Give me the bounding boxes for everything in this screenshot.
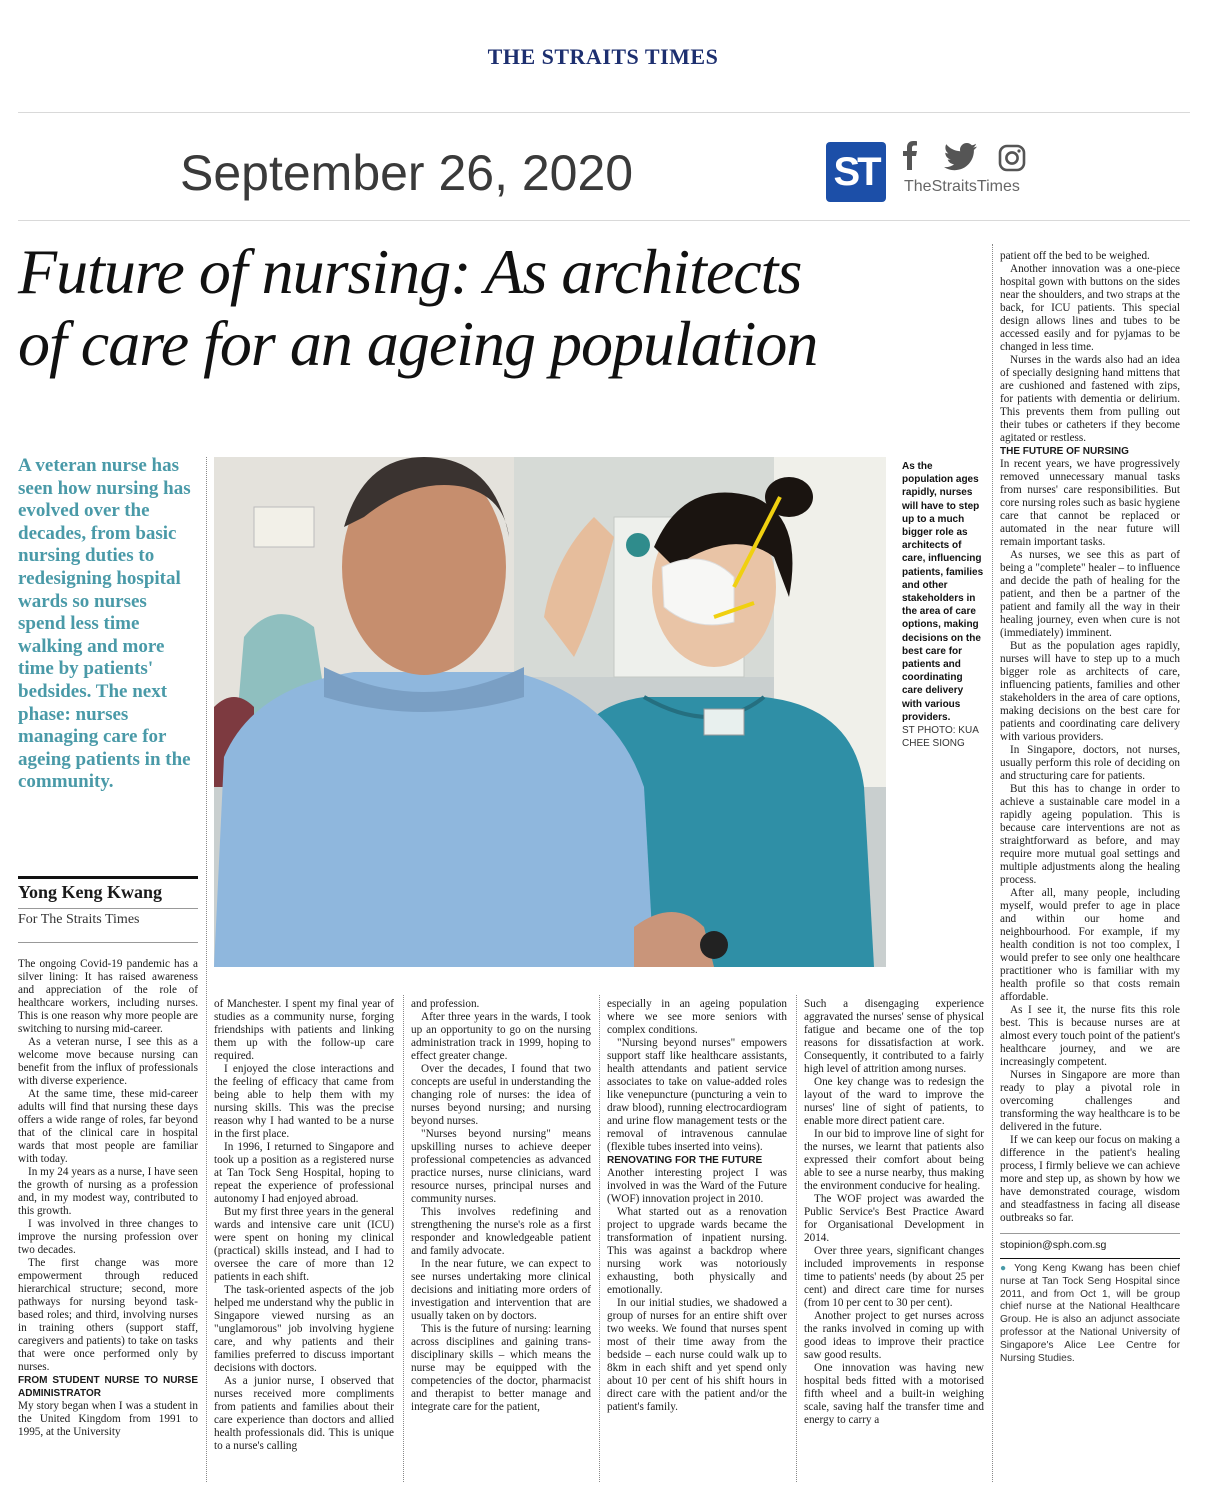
- paragraph: The WOF project was awarded the Public Service's Best Practice Award for Organisational Development in 2014.: [804, 1193, 984, 1244]
- paragraph: In our initial studies, we shadowed a group of nurses for an entire shift over two weeks. We found that nurses spent most of their time away from the bedside – each nurse could walk up to 8km in each shift and yet spend only about 10 per cent of his shift hours in direct care with the patient and/or the patient's family.: [607, 1297, 787, 1413]
- paragraph: I enjoyed the close interactions and the feeling of efficacy that came from being able to help them with my nursing skills. This was the precise reason why I had wanted to be a nurse in the first place.: [214, 1063, 394, 1140]
- contact-block: [1000, 1233, 1180, 1252]
- paragraph: In our bid to improve line of sight for the nurses, we learnt that patients also expressed their comfort about being able to see a nurse nearby, thus making the environment conducive for healing.: [804, 1128, 984, 1192]
- paragraph: As a junior nurse, I observed that nurses received more compliments from patients and families about their care experience than doctors and allied health professionals did. This is unique to a nurse's calling: [214, 1375, 394, 1452]
- paragraph: In 1996, I returned to Singapore and took up a position as a registered nurse at Tan Tock Seng Hospital, hoping to repeat the experience of professional autonomy I had enjoyed abroad.: [214, 1141, 394, 1205]
- social-handle[interactable]: TheStraitsTimes: [904, 178, 1020, 195]
- photo-caption: [902, 460, 984, 750]
- bullet-icon: ●: [1000, 1263, 1009, 1274]
- article-column-3: [411, 998, 591, 1490]
- paragraph: But this has to change in order to achieve a sustainable care model in a rapidly ageing population. This is because care interventions are not as straightforward as before, and may require more mutual goal settings and multiple adjustments along the healing process.: [1000, 783, 1180, 886]
- paragraph: In recent years, we have progressively removed unnecessary manual tasks from nurses' care responsibilities. But core nursing roles such as basic hygiene care that cannot be replaced or automated in the near future will remain important tasks.: [1000, 458, 1180, 548]
- paragraph: The ongoing Covid-19 pandemic has a silver lining: It has raised awareness and appreciation of the role of healthcare workers, including nurses. This is one reason why more people are switching to nursing mid-career.: [18, 958, 198, 1035]
- paragraph: This involves redefining and strengthening the nurse's role as a first responder and knowledgeable patient and family advocate.: [411, 1206, 591, 1257]
- paragraph: My story began when I was a student in the United Kingdom from 1991 to 1995, at the University: [18, 1400, 198, 1438]
- column-divider: [403, 995, 404, 1482]
- paragraph: "Nursing beyond nurses" empowers support staff like healthcare assistants, health attendants and patient service associates to take on value-added roles like venepuncture (puncturing a vein to draw blood), running electrocardiogram and urine flow management tests or the removal of intravenous cannulae (flexible tubes inserted into veins).: [607, 1037, 787, 1153]
- paragraph: Another project to get nurses across the ranks involved in coming up with good ideas to improve their practice saw good results.: [804, 1310, 984, 1361]
- header-divider: [18, 220, 1190, 221]
- issue-date: September 26, 2020: [180, 145, 634, 201]
- paragraph: Such a disengaging experience aggravated the nurses' sense of physical fatigue and became one of the top reasons for dissatisfaction at work. Consequently, it contributed to a fairly high level of attrition among nurses.: [804, 998, 984, 1075]
- byline-affiliation: For The Straits Times: [18, 912, 140, 927]
- paragraph: Over three years, significant changes included improvements in response time to patients' needs (by about 25 per cent) and direct care time for nurses (from 10 per cent to 30 per cent).: [804, 1245, 984, 1309]
- paragraph: One key change was to redesign the layout of the ward to improve the nurses' line of sight of patients, to enable more direct patient care.: [804, 1076, 984, 1127]
- column-divider: [206, 457, 207, 1482]
- subheading: RENOVATING FOR THE FUTURE: [607, 1155, 763, 1166]
- byline-rule: [18, 908, 198, 909]
- paragraph: The task-oriented aspects of the job helped me understand why the public in Singapore viewed nursing as an "unglamorous" job involving hygiene care, and why patients and their families preferred to discuss important decisions with doctors.: [214, 1284, 394, 1374]
- paragraph: After three years in the wards, I took up an opportunity to go on the nursing administration track in 1999, hoping to effect greater change.: [411, 1011, 591, 1062]
- headline-line-2: of care for an ageing population: [18, 308, 818, 379]
- paragraph: Over the decades, I found that two concepts are useful in understanding the changing role of nurses: the idea of nurses beyond nursing; and nursing beyond nurses.: [411, 1063, 591, 1127]
- paragraph: and profession.: [411, 998, 480, 1010]
- article-column-5: [804, 998, 984, 1490]
- paragraph: I was involved in three changes to improve the nursing profession over two decades.: [18, 1218, 198, 1256]
- paragraph: As I see it, the nurse fits this role best. This is because nurses are at almost every touch point of the patient's healthcare journey, and we are increasingly competent.: [1000, 1004, 1180, 1068]
- paragraph: especially in an ageing population where we see more seniors with complex conditions.: [607, 998, 787, 1036]
- column-divider: [599, 995, 600, 1482]
- instagram-icon[interactable]: [998, 144, 1026, 177]
- subheading: FROM STUDENT NURSE TO NURSE ADMINISTRATOR: [18, 1375, 198, 1399]
- paragraph: As a veteran nurse, I see this as a welcome move because nursing can benefit from the influx of professionals with diverse experience.: [18, 1036, 198, 1087]
- paragraph: patient off the bed to be weighed.: [1000, 250, 1150, 262]
- paragraph: In my 24 years as a nurse, I have seen the growth of nursing as a profession and, in my modest way, contributed to this growth.: [18, 1166, 198, 1217]
- column-divider: [796, 995, 797, 1482]
- article-column-2: [214, 998, 394, 1490]
- column-divider: [992, 244, 993, 1482]
- paragraph: The first change was more empowerment through reduced hierarchical structure; second, more pathways for nursing beyond task-based roles; and third, involving nurses in training others (support staff, caregivers and patients) to take on tasks that were once performed only by nurses.: [18, 1257, 198, 1373]
- contact-email[interactable]: stopinion@sph.com.sg: [1000, 1239, 1107, 1251]
- st-logo: ST: [826, 142, 886, 202]
- paragraph: What started out as a renovation project to upgrade wards became the transformation of inpatient nursing. This was against a backdrop where nursing work was notoriously exhausting, both physically and emotionally.: [607, 1206, 787, 1296]
- byline: Yong Keng Kwang: [18, 882, 163, 902]
- paragraph: of Manchester. I spent my final year of studies as a community nurse, forging friendships with patients and linking them up with the follow-up care required.: [214, 998, 394, 1062]
- paragraph: Nurses in Singapore are more than ready to play a pivotal role in overcoming challenges and transforming the way healthcare is to be delivered in the future.: [1000, 1069, 1180, 1133]
- photo-credit: ST PHOTO: KUA CHEE SIONG: [902, 725, 979, 750]
- subheading: THE FUTURE OF NURSING: [1000, 446, 1129, 457]
- author-bio: [1000, 1258, 1180, 1365]
- paragraph: Nurses in the wards also had an idea of specially designing hand mittens that are cushioned and fastened with zips, for patients with dementia or delirium. This prevents them from pulling out their tubes or catheters if they become agitated or restless.: [1000, 354, 1180, 444]
- author-bio-text: Yong Keng Kwang has been chief nurse at Tan Tock Seng Hospital since 2011, and from Oct 1, will be group chief nurse at the National Healthcare Group. He is also an adjunct associate professor at the National University of Singapore's Alice Lee Centre for Nursing Studies.: [1000, 1263, 1180, 1364]
- standfirst: A veteran nurse has seen how nursing has evolved over the decades, from basic nursing duties to redesigning hospital wards so nurses spend less time walking and more time by patients' bedsides. The next phase: nurses managing care for ageing patients in the community.: [18, 455, 191, 793]
- byline-bar: [18, 876, 198, 879]
- paragraph: At the same time, these mid-career adults will find that nursing these days offers a wide range of roles, far beyond that of the clinical care in hospital wards that most people are familiar with today.: [18, 1088, 198, 1165]
- top-divider: [18, 112, 1190, 113]
- paragraph: After all, many people, including myself, would prefer to age in place and within our home and neighbourhood. For example, if my health condition is not too complex, I would prefer to see only one healthcare practitioner who is familiar with my health profile so that costs remain affordable.: [1000, 887, 1180, 1003]
- masthead: THE STRAITS TIMES: [487, 44, 719, 69]
- paragraph: But my first three years in the general wards and intensive care unit (ICU) were spent on honing my clinical (practical) skills instead, and I had to oversee the care of more than 12 patients in each shift.: [214, 1206, 394, 1283]
- paragraph: In Singapore, doctors, not nurses, usually perform this role of deciding on and structuring care for patients.: [1000, 744, 1180, 782]
- article-column-6: [1000, 250, 1180, 1490]
- paragraph: As nurses, we see this as part of being a "complete" healer – to influence and decide the path of healing for the patient, and then be a partner of the patient and family all the way in their healing journey, even when cure is not (immediately) imminent.: [1000, 549, 1180, 639]
- paragraph: If we can keep our focus on making a difference in the patient's healing process, I firmly believe we can achieve more and step up, as shown by how we have demonstrated courage, wisdom and steadfastness in facing all disease outbreaks so far.: [1000, 1134, 1180, 1224]
- article-column-1: [18, 958, 198, 1488]
- caption-text: As the population ages rapidly, nurses will have to step up to a much bigger role as architects of care, influencing patients, families and other stakeholders in the area of care options, making decisions on the best care for patients and coordinating care delivery with various providers.: [902, 461, 984, 723]
- paragraph: Another interesting project I was involved in was the Ward of the Future (WOF) innovation project in 2010.: [607, 1167, 787, 1205]
- headline-line-1: Future of nursing: As architects: [18, 236, 802, 307]
- paragraph: Another innovation was a one-piece hospital gown with buttons on the sides near the shoulders, and two straps at the back, for ICU patients. This special design allows lines and tubes to be accessed easily and for pyjamas to be changed in less time.: [1000, 263, 1180, 353]
- twitter-icon[interactable]: [944, 143, 978, 176]
- paragraph: This is the future of nursing: learning across disciplines and gaining trans-disciplinary skills – which means the nurse may be equipped with the competencies of the doctor, pharmacist and therapist to better manage and integrate care for the patient,: [411, 1323, 591, 1413]
- article-column-4: [607, 998, 787, 1490]
- facebook-icon[interactable]: [902, 140, 918, 175]
- paragraph: But as the population ages rapidly, nurses will have to step up to a much bigger role as architects of care, influencing patients, families and other stakeholders in the area of care options, making decisions on the best care for patients and coordinating care delivery with various providers.: [1000, 640, 1180, 743]
- byline-rule-bottom: [18, 942, 198, 943]
- paragraph: One innovation was having new hospital beds fitted with a motorised fifth wheel and a built-in weighing scale, saving half the transfer time and energy to carry a: [804, 1362, 984, 1426]
- paragraph: "Nurses beyond nursing" means upskilling nurses to achieve deeper professional competencies as advanced practice nurses, nurse clinicians, ward resource nurses, principal nurses and community nurses.: [411, 1128, 591, 1205]
- paragraph: In the near future, we can expect to see nurses undertaking more clinical decisions and initiating more orders of investigation and intervention that are usually taken on by doctors.: [411, 1258, 591, 1322]
- headline: [18, 236, 918, 380]
- article-photo: [214, 457, 886, 967]
